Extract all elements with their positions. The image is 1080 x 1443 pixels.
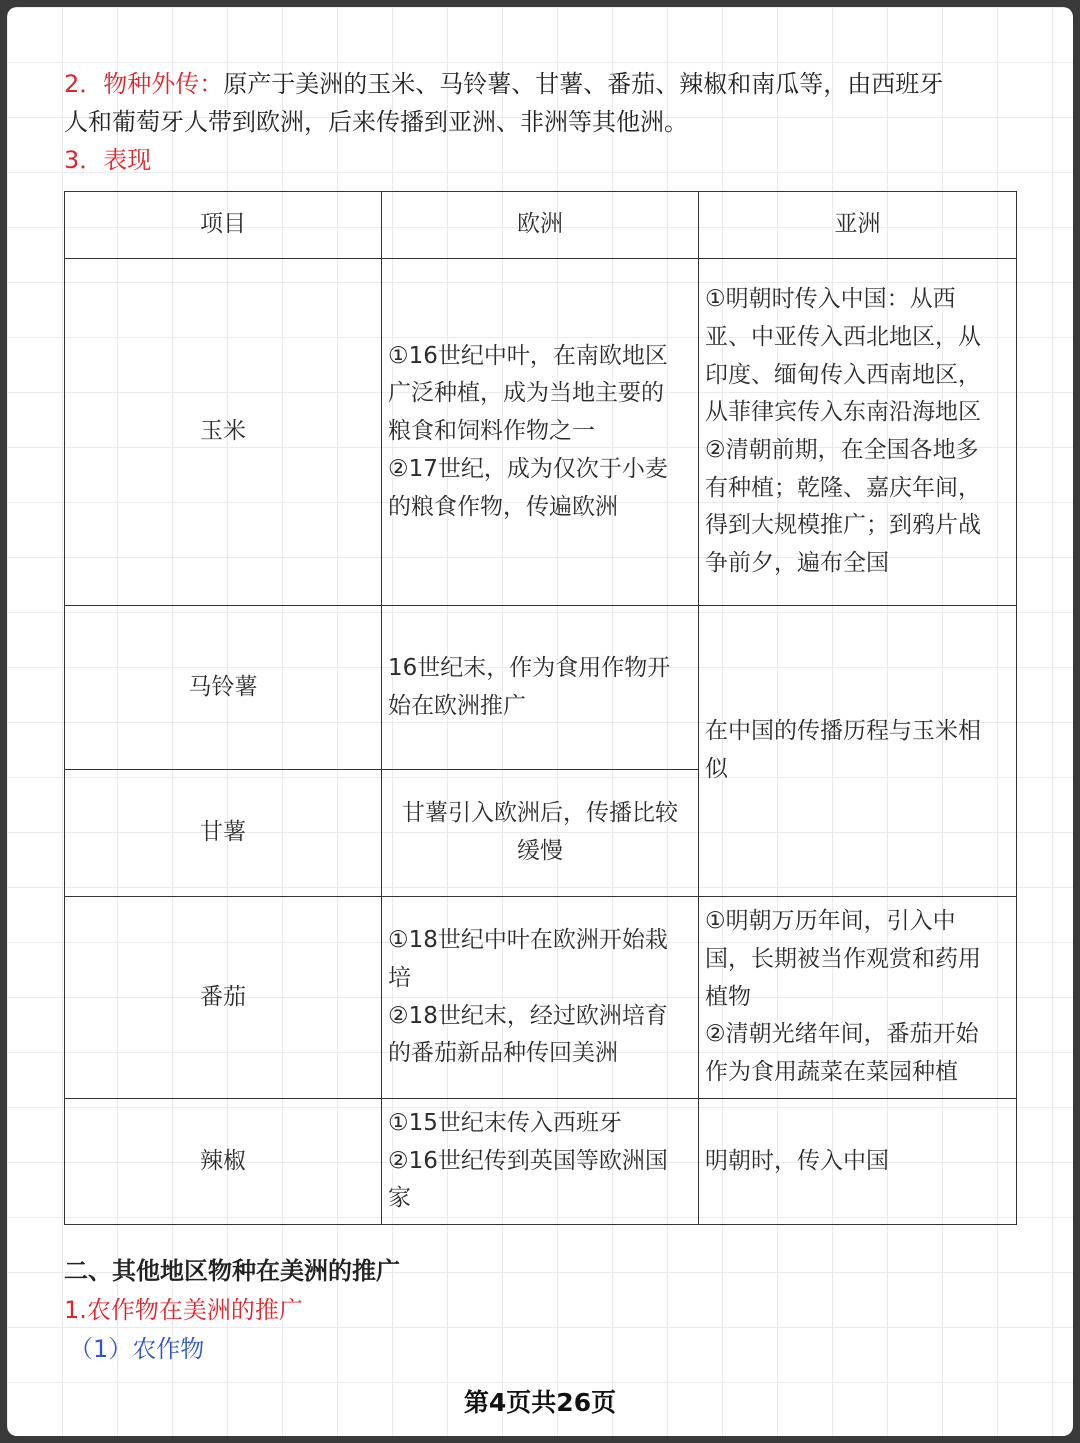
europe-cell (382, 770, 699, 897)
header-asia: 亚洲 (699, 192, 1017, 259)
table-row (65, 897, 1017, 1099)
cell-line: 在中国的传播历程与玉米相 (705, 718, 981, 745)
item-cell: 马铃薯 (65, 606, 382, 770)
cell-line: 国，长期被当作观赏和药用 (705, 945, 981, 972)
item-cell: 辣椒 (65, 1099, 382, 1225)
cell-line: 明朝时，传入中国 (705, 1147, 889, 1174)
cell-line: 得到大规模推广；到鸦片战 (705, 512, 981, 539)
cell-line: ①明朝万历年间，引入中 (705, 908, 956, 935)
table-row (65, 1099, 1017, 1225)
cell-line: 争前夕，遍布全国 (705, 550, 889, 577)
section-2-subsubheading: （1）农作物 (69, 1335, 205, 1363)
cell-line: 印度、缅甸传入西南地区， (705, 361, 981, 388)
cell-line: 缓慢 (517, 838, 563, 864)
table-row (65, 259, 1017, 606)
cell-line: 似 (705, 756, 728, 782)
cell-line: ②18世纪末，经过欧洲培育 (388, 1002, 668, 1029)
cell-line: 植物 (705, 983, 751, 1010)
cell-line: ②17世纪，成为仅次于小麦 (388, 455, 668, 482)
intro-label: 2．物种外传： (64, 70, 224, 98)
asia-cell-merged (699, 606, 1017, 897)
header-europe: 欧洲 (382, 192, 699, 259)
document-page (7, 7, 1073, 1436)
section-2-subheading: 1.农作物在美洲的推广 (64, 1296, 303, 1324)
europe-cell (382, 897, 699, 1099)
asia-cell (699, 897, 1017, 1099)
cell-line: ①16世纪中叶，在南欧地区 (388, 342, 668, 369)
cell-line: 作为食用蔬菜在菜园种植 (705, 1059, 958, 1086)
cell-line: 培 (388, 964, 411, 991)
page-number: 第4页共26页 (463, 1388, 617, 1417)
europe-cell (382, 259, 699, 606)
table-row (65, 606, 1017, 770)
cell-line: ①15世纪末传入西班牙 (388, 1109, 622, 1136)
header-item: 项目 (65, 192, 382, 259)
asia-cell (699, 259, 1017, 606)
item-cell: 玉米 (65, 259, 382, 606)
section-2-title: 二、其他地区物种在美洲的推广 (64, 1257, 400, 1285)
item-cell: 甘薯 (65, 770, 382, 897)
cell-line: 从菲律宾传入东南沿海地区 (705, 399, 981, 426)
cell-line: ②清朝光绪年间，番茄开始 (705, 1021, 979, 1048)
item-cell: 番茄 (65, 897, 382, 1099)
cell-line: 始在欧洲推广 (388, 692, 526, 719)
asia-cell (699, 1099, 1017, 1225)
intro-line-1 (64, 65, 943, 103)
cell-line: 的番茄新品种传回美洲 (388, 1040, 618, 1067)
cell-line: 有种植；乾隆、嘉庆年间， (705, 474, 981, 501)
cell-line: 广泛种植，成为当地主要的 (388, 380, 664, 407)
cell-line: 16世纪末，作为食用作物开 (388, 654, 671, 681)
cell-line: 的粮食作物，传遍欧洲 (388, 493, 618, 520)
europe-cell (382, 1099, 699, 1225)
cell-line: ②清朝前期，在全国各地多 (705, 437, 979, 463)
cell-line: 粮食和饲料作物之一 (388, 418, 595, 445)
cell-line: ②16世纪传到英国等欧洲国 (388, 1147, 668, 1174)
heading-3: 3．表现 (64, 146, 152, 174)
intro-line-2: 人和葡萄牙人带到欧洲，后来传播到亚洲、非洲等其他洲。 (64, 108, 688, 136)
cell-line: ①18世纪中叶在欧洲开始栽 (388, 927, 668, 954)
table-header-row (65, 192, 1017, 259)
intro-text-1: 原产于美洲的玉米、马铃薯、甘薯、番茄、辣椒和南瓜等，由西班牙 (223, 70, 944, 98)
cell-line: 甘薯引入欧洲后，传播比较 (402, 800, 678, 827)
cell-line: ①明朝时传入中国：从西 (705, 286, 956, 313)
cell-line: 亚、中亚传入西北地区，从 (705, 323, 981, 350)
spread-table (64, 191, 1017, 1225)
cell-line: 家 (388, 1185, 411, 1212)
europe-cell (382, 606, 699, 770)
